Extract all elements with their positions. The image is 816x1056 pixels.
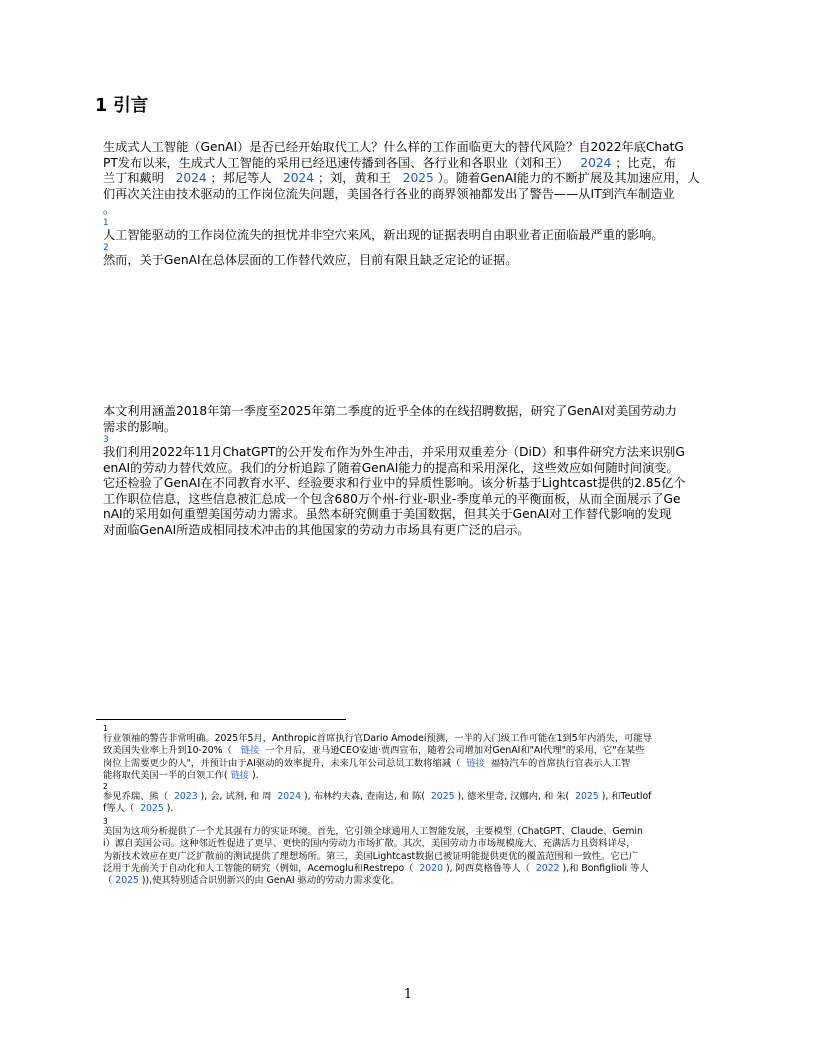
footnote-marker[interactable]: 1 bbox=[103, 217, 109, 228]
text-line: 生成式人工智能（GenAI）是否已经开始取代工人？什么样的工作面临更大的替代风险？自2022年底ChatG bbox=[103, 140, 684, 154]
text-span: ；刘，黄和王 bbox=[317, 171, 392, 185]
text-line bbox=[103, 156, 719, 172]
footnote-line bbox=[103, 758, 719, 770]
citation-link[interactable]: 2025 bbox=[402, 171, 434, 185]
text-line: 本文利用涵盖2018年第一季度至2025年第二季度的近乎全体的在线招聘数据，研究了GenAI对美国劳动力 bbox=[103, 404, 677, 418]
text-span: 福特汽车的首席执行官表示人工智 bbox=[490, 757, 631, 769]
text-span: ), 阿西莫格鲁等人（ bbox=[446, 862, 530, 874]
footnote-line: 为新技术效应在更广泛扩散前的测试提供了理想场所。第三，美国Lightcast数据已被证明能提供更优的覆盖范围和一致性。它已广 bbox=[103, 850, 639, 862]
text-span: ；比克，布 bbox=[615, 155, 677, 170]
text-line: enAI的劳动力替代效应。我们的分析追踪了随着GenAI能力的提高和采用深化，这些效应如何随时间演变。 bbox=[103, 460, 679, 475]
text-line: 工作职位信息，这些信息被汇总成一个包含680万个州-行业-职业-季度单元的平衡面板，从而全面展示了Ge bbox=[103, 491, 681, 506]
text-span: f等人（ bbox=[103, 803, 135, 815]
text-span: PT发布以来，生成式人工智能的采用已经迅速传播到各国、各行业和各职业（刘和王） bbox=[103, 155, 569, 170]
text-line: nAI的采用如何重塑美国劳动力需求。虽然本研究侧重于美国数据，但其关于GenAI对工作替代影响的发现 bbox=[103, 507, 672, 521]
citation-link[interactable]: 2024 bbox=[175, 171, 207, 185]
text-line: 然而，关于GenAI在总体层面的工作替代效应，目前有限且缺乏定论的证据。 bbox=[103, 253, 518, 267]
text-span: 能将取代美国一半的白领工作( bbox=[103, 769, 228, 781]
citation-link[interactable]: 2025 bbox=[430, 791, 455, 802]
citation-link[interactable]: 2025 bbox=[115, 875, 139, 887]
text-span: ), 德米里奇, 汉娜内, 和 朱( bbox=[457, 791, 570, 802]
external-link[interactable]: 链接 bbox=[240, 745, 260, 757]
text-line: 需求的影响。 bbox=[103, 419, 177, 434]
citation-link[interactable]: 2020 bbox=[419, 862, 444, 874]
footnote-line bbox=[103, 803, 719, 815]
text-line: 。 bbox=[103, 202, 116, 216]
text-span: 一个月后，亚马逊CEO安迪·贾西宣布，随着公司增加对GenAI和"AI代理"的采用，它"在某些 bbox=[265, 745, 645, 757]
text-line: 人工智能驱动的工作岗位流失的担忧并非空穴来风，新出现的证据表明自由职业者正面临最严重的影响。 bbox=[103, 227, 664, 242]
text-span: )),使其特别适合识别新兴的由 GenAI 驱动的劳动力需求变化。 bbox=[141, 875, 400, 887]
footnote-line bbox=[103, 745, 719, 757]
footnote-number: 1 bbox=[103, 724, 108, 733]
citation-link[interactable]: 2025 bbox=[575, 791, 599, 802]
footnote-1 bbox=[103, 724, 719, 782]
footnote-line bbox=[103, 791, 719, 803]
text-line: 对面临GenAI所造成相同技术冲击的其他国家的劳动力市场具有更广泛的启示。 bbox=[103, 522, 530, 537]
text-span: ), 和Teutlof bbox=[601, 791, 652, 802]
footnote-2 bbox=[103, 782, 719, 816]
text-span: ),和 Bonfiglioli 等人 bbox=[562, 862, 649, 874]
footnote-marker[interactable]: 3 bbox=[103, 435, 109, 445]
footnote-line bbox=[103, 863, 719, 875]
section-heading: 1 引言 bbox=[95, 96, 149, 116]
intro-paragraph-1 bbox=[103, 140, 719, 269]
text-span: ；邦尼等人 bbox=[210, 171, 272, 185]
intro-paragraph-2 bbox=[103, 404, 719, 538]
text-span: 岗位上需要更少的人"，并预计由于AI驱动的效率提升，未来几年公司总员工数将缩减（ bbox=[103, 757, 461, 769]
text-span: ）。随着GenAI能力的不断扩展及其加速应用，人 bbox=[437, 171, 700, 185]
footnote-marker[interactable]: 2 bbox=[103, 243, 109, 253]
text-span: ), 会, 试剂, 和 周 bbox=[200, 791, 272, 802]
text-line bbox=[103, 171, 719, 187]
text-span: 兰丁和戴明 bbox=[103, 171, 164, 185]
text-span: （ bbox=[103, 875, 113, 887]
footnote-line: 美国为这项分析提供了一个尤其强有力的实证环境。首先，它引领全球通用人工智能发展，主要模型（ChatGPT、Claude、Gemin bbox=[103, 826, 643, 837]
text-span: 致美国失业率上升到10-20%（ bbox=[103, 745, 232, 757]
citation-link[interactable]: 2024 bbox=[277, 791, 302, 802]
citation-link[interactable]: 2025 bbox=[140, 803, 164, 815]
citation-link[interactable]: 2023 bbox=[174, 791, 198, 802]
text-span: ). bbox=[252, 769, 259, 781]
footnote-line bbox=[103, 770, 719, 782]
footnote-line: i）源自美国公司。这种邻近性促进了更早、更快的国内劳动力市场扩散。其次，美国劳动力市场规模庞大、充满活力且资料详尽， bbox=[103, 838, 636, 850]
text-span: 泛用于先前关于自动化和人工智能的研究（例如，Acemoglu和Restrepo（ bbox=[103, 862, 414, 874]
external-link[interactable]: 链接 bbox=[230, 769, 250, 781]
footnote-3 bbox=[103, 817, 719, 887]
citation-link[interactable]: 2024 bbox=[283, 171, 315, 185]
page-number: 1 bbox=[403, 987, 413, 1002]
footnote-separator bbox=[96, 719, 346, 720]
footnote-number: 3 bbox=[103, 817, 108, 826]
text-line: 们再次关注由技术驱动的工作岗位流失问题，美国各行各业的商界领袖都发出了警告——从IT到汽车制造业 bbox=[103, 186, 675, 201]
text-span: 参见乔瑞、熊（ bbox=[103, 791, 169, 802]
footnote-line: 行业领袖的警告非常明确。2025年5月，Anthropic首席执行官Dario Amodei预测，一半的入门级工作可能在1到5年内消失，可能导 bbox=[103, 733, 653, 744]
text-span: ), 布林约夫森, 查南达, 和 陈( bbox=[304, 791, 425, 802]
footnote-line bbox=[103, 875, 719, 887]
external-link[interactable]: 链接 bbox=[466, 757, 485, 769]
citation-link[interactable]: 2024 bbox=[580, 155, 612, 170]
text-line: 我们利用2022年11月ChatGPT的公开发布作为外生冲击，并采用双重差分（DiD）和事件研究方法来识别G bbox=[103, 445, 685, 459]
text-span: ). bbox=[166, 803, 174, 815]
text-line: 它还检验了GenAI在不同教育水平、经验要求和行业中的异质性影响。该分析基于Lightcast提供的2.85亿个 bbox=[103, 476, 686, 490]
footnote-number: 2 bbox=[103, 782, 108, 791]
citation-link[interactable]: 2022 bbox=[535, 862, 560, 874]
